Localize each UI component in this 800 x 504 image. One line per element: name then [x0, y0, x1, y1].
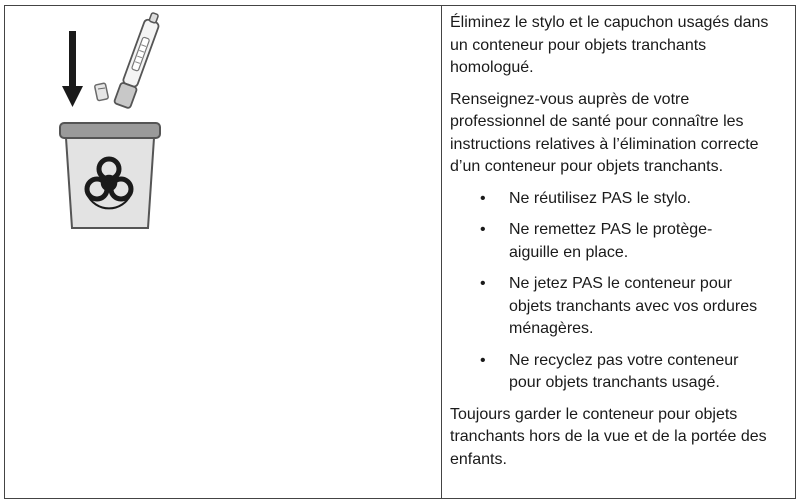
- warnings-list: [450, 188, 787, 395]
- down-arrow-icon: [62, 31, 83, 107]
- bullet-icon: •: [480, 189, 486, 207]
- list-item: • Ne remettez PAS le protège-aiguille en place.: [480, 221, 713, 261]
- bullet-icon: •: [480, 275, 486, 292]
- pen-icon: [114, 11, 163, 109]
- bullet-icon: •: [480, 221, 486, 238]
- list-item: • Ne réutilisez PAS le stylo.: [450, 188, 759, 211]
- disposal-illustration: [5, 6, 205, 246]
- instruction-table: [4, 5, 796, 499]
- cap-icon: [94, 83, 108, 101]
- list-item: • Ne recyclez pas votre conteneur pour objets tranchants usagé.: [480, 351, 739, 391]
- illustration-cell: [5, 6, 442, 498]
- consult-professional-text: Renseignez-vous auprès de votre professionnel de santé pour connaître les instructions relatives à l’élimination correcte d’un conteneur pour objets tranchants.: [450, 90, 759, 175]
- instruction-text-cell: [442, 6, 795, 498]
- list-item: • Ne jetez PAS le conteneur pour objets tranchants avec vos ordures ménagères.: [480, 275, 758, 337]
- keep-away-from-children-text: Toujours garder le conteneur pour objets tranchants hors de la vue et de la portée des enfants.: [450, 405, 767, 468]
- disposal-intro-text: Éliminez le stylo et le capuchon usagés dans un conteneur pour objets tranchants homologué.: [450, 14, 769, 76]
- bullet-icon: •: [480, 351, 486, 369]
